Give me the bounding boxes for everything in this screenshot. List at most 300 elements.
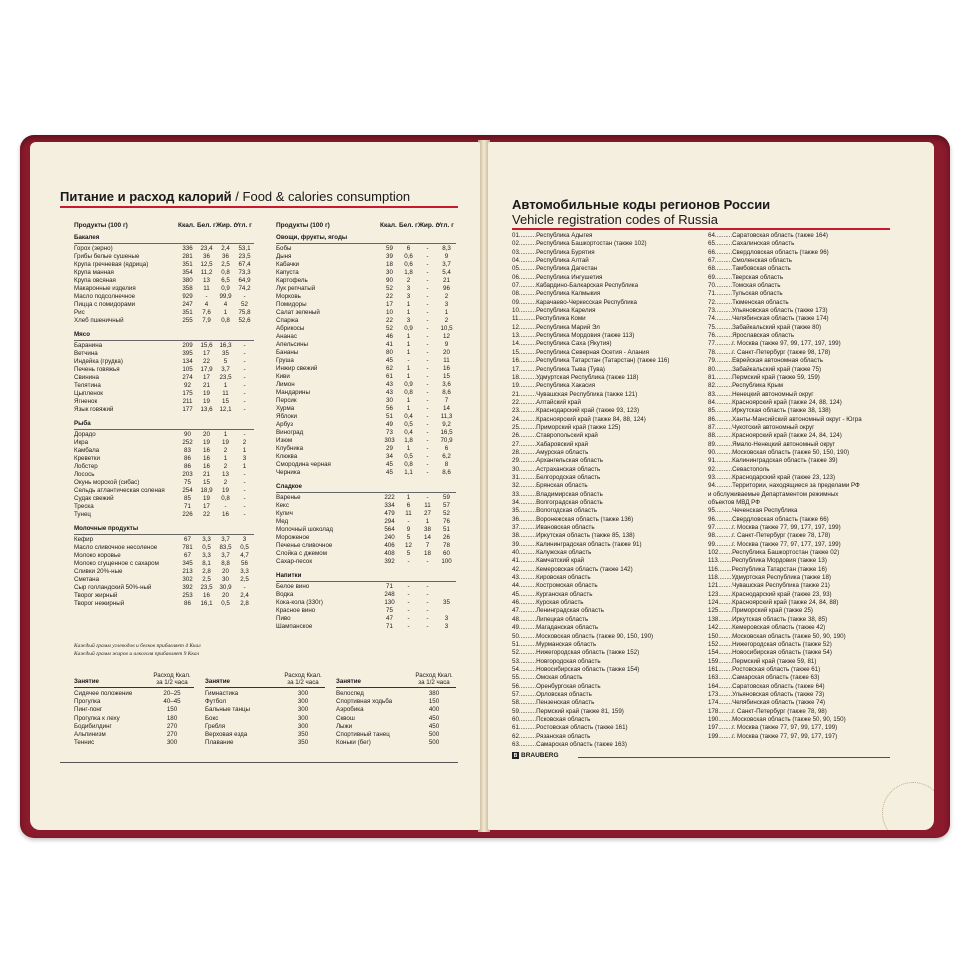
food-name: Ягненок [74, 398, 98, 405]
food-value: 67 [184, 536, 191, 543]
food-value [437, 607, 456, 615]
corner-pocket-stitch [882, 782, 934, 830]
food-value: 45 [386, 357, 393, 364]
food-name: Лосось [74, 471, 95, 478]
food-value: - [426, 389, 429, 396]
food-name: Свинина [74, 374, 99, 381]
region-code-row: 29..........Архангельская область [512, 457, 604, 465]
food-value: 3 [406, 293, 411, 300]
food-row [74, 560, 254, 568]
food-name: Арбуз [276, 421, 293, 428]
header-prot: Бел. г [399, 222, 418, 229]
region-code-row: 76..........Ярославская область [708, 332, 795, 340]
food-name: Апельсины [276, 341, 308, 348]
activity-value: 40–45 [163, 698, 181, 706]
region-code-row: 06..........Республика Ингушетия [512, 273, 603, 281]
food-name: Творог нежирный [74, 600, 125, 607]
region-code-row: 77..........г. Москва (также 97, 99, 177, 197, 199) [708, 340, 841, 348]
region-code-row: 21..........Чувашская Республика (также 121) [512, 390, 638, 398]
food-name: Масло сливочное несоленое [74, 544, 158, 551]
activity-value: 500 [428, 731, 440, 739]
food-value: 248 [384, 591, 395, 598]
food-value: 3,3 [202, 536, 211, 543]
region-code-row: 37..........Ивановская область [512, 524, 595, 532]
food-value: 1,8 [404, 269, 413, 276]
food-value: - [426, 461, 429, 468]
food-value: 76 [443, 518, 450, 525]
food-value: 4,7 [240, 552, 249, 559]
region-code-row: 81..........Пермский край (также 59, 159) [708, 373, 820, 381]
food-row [74, 342, 254, 350]
region-code-row: 118........Удмуртская Республика (также 18) [708, 574, 831, 582]
food-value: 2 [444, 293, 449, 300]
food-value: 7 [444, 397, 449, 404]
region-code-row: 154........Новосибирская область (также 54) [708, 649, 832, 657]
food-value: - [243, 390, 246, 397]
activity-header-value: Расход Ккал. за 1/2 часа [284, 672, 322, 686]
food-value: 351 [182, 309, 193, 316]
food-value: 90 [386, 277, 393, 284]
food-category: Напитки [276, 572, 456, 582]
food-value: 0,8 [404, 389, 413, 396]
food-name: Пицца с помидорами [74, 301, 136, 308]
food-value: 45 [386, 469, 393, 476]
food-value: 479 [384, 510, 395, 517]
activity-row [336, 731, 456, 739]
food-value: - [426, 253, 429, 260]
food-value: 96 [443, 285, 450, 292]
food-name: Икра [74, 439, 89, 446]
food-row [74, 584, 254, 592]
food-value: 15 [443, 373, 450, 380]
food-value: - [243, 406, 246, 413]
activity-value: 300 [297, 714, 309, 722]
region-codes-column-2 [708, 232, 898, 741]
food-value: 0,9 [221, 285, 230, 292]
food-value: 51 [386, 413, 393, 420]
food-category: Молочные продукты [74, 525, 254, 535]
region-code-row: 36..........Воронежская область (также 136) [512, 515, 634, 523]
food-name: Мороженое [276, 534, 310, 541]
food-name: Кока-кола (330г) [276, 599, 323, 606]
food-row [74, 463, 254, 471]
food-value: - [426, 381, 429, 388]
region-code-row: 97..........г. Москва (также 77, 99, 177, 197, 199) [708, 524, 841, 532]
activity-row [205, 731, 325, 739]
activity-row [205, 698, 325, 706]
food-name: Белое вино [276, 583, 310, 590]
food-name: Шампанское [276, 623, 313, 630]
food-value: 49 [386, 421, 393, 428]
food-value: 226 [182, 511, 193, 518]
food-value: 9 [406, 526, 411, 533]
header-kcal: Ккал. [178, 222, 195, 229]
vehicle-title-ru: Автомобильные коды регионов России [512, 197, 771, 212]
food-value: 1 [406, 301, 411, 308]
food-value: 392 [182, 584, 193, 591]
food-row [276, 301, 456, 309]
food-value: - [407, 615, 410, 622]
food-value: 1 [406, 405, 411, 412]
food-row [276, 365, 456, 373]
header-fat: Жир. г [418, 222, 439, 229]
food-value: 6,2 [442, 453, 451, 460]
food-value: 45 [386, 461, 393, 468]
header-product: Продукты (100 г) [276, 222, 330, 229]
food-row [276, 526, 456, 534]
food-row [276, 413, 456, 421]
food-name: Бобы [276, 245, 292, 252]
region-code-row: 05..........Республика Дагестан [512, 265, 598, 273]
activity-name: Велоспед [336, 690, 364, 697]
region-code-row: 55..........Омская область [512, 674, 583, 682]
region-code-row: 50..........Московская область (также 90, 150, 190) [512, 632, 654, 640]
activity-name: Альпинизм [74, 731, 106, 739]
region-code-row: 98..........г. Санкт-Петербург (также 78, 178) [708, 532, 831, 540]
food-value: 5 [406, 550, 411, 557]
food-row [276, 502, 456, 510]
food-value: 1 [406, 373, 411, 380]
food-value: - [426, 341, 429, 348]
region-code-row: 173........Ульяновская область (также 73) [708, 690, 825, 698]
food-name: Треска [74, 503, 94, 510]
food-column-1 [74, 228, 254, 608]
food-row [276, 599, 456, 607]
food-value: 252 [182, 439, 193, 446]
region-code-row: 123........Краснодарский край (также 23, 93) [708, 590, 832, 598]
region-code-row: 25..........Приморский край (также 125) [512, 423, 621, 431]
food-row [276, 494, 456, 502]
region-code-row: 79..........Еврейская автономная область [708, 357, 824, 365]
food-value: - [426, 429, 429, 436]
food-value: - [407, 518, 410, 525]
food-value: 13 [203, 277, 210, 284]
food-value: 7 [425, 542, 430, 549]
food-row [276, 261, 456, 269]
food-name: Картофель [276, 277, 308, 284]
food-value: 564 [384, 526, 395, 533]
food-value: 16 [203, 463, 210, 470]
food-value: 3,7 [442, 261, 451, 268]
food-value: 85 [184, 495, 191, 502]
food-value: - [426, 437, 429, 444]
vehicle-title-en: Vehicle registration codes of Russia [512, 212, 718, 227]
activity-name: Теннис [74, 739, 95, 747]
title-rule [512, 228, 890, 230]
activity-header-name: Занятие [205, 677, 230, 685]
food-name: Сливки 20%-ные [74, 568, 123, 575]
activity-name: Пинг-понг [74, 706, 103, 714]
food-category: Рыба [74, 420, 254, 430]
food-value: - [426, 469, 429, 476]
food-value: 19 [203, 495, 210, 502]
food-value: 71 [184, 503, 191, 510]
food-name: Печень говяжья [74, 366, 120, 373]
food-value: 52 [386, 285, 393, 292]
region-code-row: 102........Республика Башкортостан (также 02) [708, 549, 840, 557]
food-value: 30,9 [219, 584, 232, 591]
region-code-row: 152........Нижегородская область (также 52) [708, 640, 832, 648]
food-value: - [243, 479, 246, 486]
region-code-row: 12..........Республика Марий Эл [512, 323, 600, 331]
food-value: - [243, 511, 246, 518]
food-value: 75 [386, 607, 393, 614]
food-value: - [205, 293, 208, 300]
region-code-row: 07..........Кабардино-Балкарская Республика [512, 282, 639, 290]
food-name: Хлеб пшеничный [74, 317, 124, 324]
food-name: Черника [276, 469, 301, 476]
food-value: 3 [242, 455, 247, 462]
food-row [276, 445, 456, 453]
food-value: 11 [424, 502, 431, 509]
food-row [276, 277, 456, 285]
food-value: 8 [444, 461, 449, 468]
region-code-row: 18..........Удмуртская Республика (также 118) [512, 373, 639, 381]
food-value: 929 [182, 293, 193, 300]
region-code-row: 51..........Мурманская область [512, 640, 597, 648]
region-code-row: 54..........Новосибирская область (также 154) [512, 665, 640, 673]
food-value: 86 [184, 600, 191, 607]
food-title-en: / Food & calories consumption [231, 189, 411, 204]
food-value: 8,1 [202, 560, 211, 567]
activity-row [74, 706, 194, 714]
food-value: 247 [182, 301, 193, 308]
region-code-row: 53..........Новгородская область [512, 657, 601, 665]
food-value: 20 [222, 568, 229, 575]
food-name: Кефир [74, 536, 94, 543]
activity-value: 20–25 [163, 690, 181, 697]
region-code-row: 33..........Владимирская область [512, 490, 603, 498]
food-name: Сметана [74, 576, 100, 583]
activity-name: Спортивная ходьба [336, 698, 393, 706]
food-value: 105 [182, 366, 193, 373]
food-value: 8,6 [442, 469, 451, 476]
food-value: 41 [386, 341, 393, 348]
food-value: - [407, 623, 410, 630]
food-value: 92 [184, 382, 191, 389]
food-name: Красное вино [276, 607, 316, 614]
region-code-row: 22..........Алтайский край [512, 398, 581, 406]
region-code-row: 39..........Калининградская область (также 91) [512, 540, 642, 548]
region-code-row: 125........Приморский край (также 25) [708, 607, 813, 615]
food-value: 19 [203, 398, 210, 405]
food-row [276, 317, 456, 325]
food-name: Крупа манная [74, 269, 114, 276]
activity-value: 400 [428, 706, 440, 714]
activity-value: 300 [297, 722, 309, 730]
food-value: 18 [386, 261, 393, 268]
food-row [74, 245, 254, 253]
region-code-row: 87..........Чукотский автономный округ [708, 423, 815, 431]
food-value: - [426, 413, 429, 420]
food-value: 90 [184, 431, 191, 438]
food-value: 1 [406, 349, 411, 356]
food-row [74, 439, 254, 447]
food-value: 0,5 [404, 421, 413, 428]
food-value: 351 [182, 261, 193, 268]
food-row [276, 325, 456, 333]
food-name: Кекс [276, 502, 289, 509]
activity-name: Прогулка [74, 698, 101, 706]
region-code-row: 04..........Республика Алтай [512, 257, 589, 265]
food-value: 22 [203, 358, 210, 365]
food-value: 11 [203, 285, 210, 292]
food-value: 17,9 [200, 366, 213, 373]
region-code-row: 11..........Республика Коми [512, 315, 586, 323]
food-value: - [426, 333, 429, 340]
food-value: 80 [386, 349, 393, 356]
food-value: 1 [406, 494, 411, 501]
food-value: 8,3 [442, 245, 451, 252]
food-value: 60 [443, 550, 450, 557]
food-value: 2,4 [240, 592, 249, 599]
food-value: 21 [443, 277, 450, 284]
food-name: Рис [74, 309, 85, 316]
food-name: Виноград [276, 429, 304, 436]
food-value: 1 [406, 397, 411, 404]
food-value: 13,6 [200, 406, 213, 413]
food-value: - [426, 607, 429, 614]
region-code-row: 197........г. Москва (также 77, 97, 99, 177, 199) [708, 724, 838, 732]
region-code-row: 34..........Волгоградская область [512, 499, 603, 506]
food-value: 1,8 [404, 437, 413, 444]
food-row [74, 293, 254, 301]
region-code-row: 75..........Забайкальский край (также 80) [708, 323, 822, 331]
food-name: Лук репчатый [276, 285, 316, 292]
food-name: Помидоры [276, 301, 307, 308]
food-value: 175 [182, 390, 193, 397]
food-name: Молочный шоколад [276, 526, 333, 533]
food-name: Сахар-песок [276, 558, 313, 565]
region-code-row: 96..........Свердловская область (также 66) [708, 515, 829, 523]
activity-name: Верховая езда [205, 731, 248, 739]
region-code-row: 35..........Вологодская область [512, 507, 598, 515]
food-row [276, 453, 456, 461]
food-value: 4 [223, 301, 228, 308]
food-value: 19 [222, 487, 229, 494]
food-name: Молоко сгущенное с сахаром [74, 560, 159, 567]
food-value: 100 [441, 558, 452, 565]
food-value: - [426, 558, 429, 565]
food-value: 255 [182, 317, 193, 324]
food-value: 1 [444, 309, 449, 316]
food-value: 56 [386, 405, 393, 412]
food-value: - [243, 431, 246, 438]
food-value: - [407, 558, 410, 565]
region-code-row: 99..........г. Москва (также 77, 97, 177, 197, 199) [708, 540, 841, 548]
header-kcal: Ккал. [380, 222, 397, 229]
activity-row [205, 715, 325, 723]
food-value: 0,5 [202, 544, 211, 551]
food-value: 9 [444, 253, 449, 260]
food-name: Клубника [276, 445, 304, 452]
region-code-row: 32..........Брянская область [512, 482, 588, 490]
activity-value: 350 [297, 731, 309, 739]
activity-table-3 [336, 672, 456, 747]
food-value: 15,6 [200, 342, 213, 349]
region-code-row: 09..........Карачаево-Черкесская Республика [512, 298, 637, 306]
food-value: 75,8 [238, 309, 251, 316]
food-value: 3,3 [240, 568, 249, 575]
food-value: 57 [443, 502, 450, 509]
region-code-row: 10..........Республика Карелия [512, 307, 596, 315]
food-value: 2 [223, 479, 228, 486]
food-value: 2,5 [221, 261, 230, 268]
food-value: - [426, 623, 429, 630]
activity-name: Коньки (бег) [336, 739, 371, 747]
region-code-row: 121........Чувашская Республика (также 21) [708, 582, 830, 590]
food-value: - [426, 325, 429, 332]
food-name: Творог жирный [74, 592, 118, 599]
food-row [74, 471, 254, 479]
left-page [30, 142, 480, 830]
region-code-row: 31..........Белгородская область [512, 473, 601, 481]
region-code-row: 43..........Кировская область [512, 574, 591, 582]
food-value: 4 [204, 301, 209, 308]
food-row [276, 461, 456, 469]
region-code-row: 16..........Республика Татарстан (Татарстан) (также 116) [512, 357, 670, 365]
activity-name: Гребля [205, 722, 226, 730]
food-value: 240 [384, 534, 395, 541]
food-value: 29 [386, 445, 393, 452]
food-name: Персик [276, 397, 297, 404]
food-row [276, 421, 456, 429]
region-code-row: 42..........Кемеровская область (также 142) [512, 565, 633, 573]
food-name: Кулич [276, 510, 293, 517]
food-value: 406 [384, 542, 395, 549]
food-row [276, 349, 456, 357]
food-value: - [407, 591, 410, 598]
region-code-row: 52..........Нижегородская область (также 152) [512, 649, 640, 657]
food-value: 0,4 [404, 429, 413, 436]
food-value: 52 [241, 301, 248, 308]
activity-name: Лыжи [336, 722, 353, 730]
food-value: 17 [203, 350, 210, 357]
activity-value: 450 [428, 722, 440, 730]
food-row [74, 390, 254, 398]
food-row [276, 534, 456, 542]
activity-value: 150 [166, 706, 178, 714]
region-code-row: 65..........Сахалинская область [708, 240, 795, 248]
calorie-note [74, 642, 201, 658]
food-row [74, 511, 254, 519]
food-value: - [426, 357, 429, 364]
food-value: - [426, 293, 429, 300]
food-row [276, 623, 456, 631]
activity-value: 300 [297, 706, 309, 714]
food-value: 281 [182, 253, 193, 260]
food-category: Бакалея [74, 234, 254, 244]
region-code-row: 01..........Республика Адыгея [512, 232, 593, 239]
region-code-row: 38..........Иркутская область (также 85, 138) [512, 532, 635, 540]
food-row [276, 591, 456, 599]
activity-value: 300 [297, 690, 309, 697]
food-row [74, 366, 254, 374]
region-code-row: 86..........Ханты-Мансийский автономный округ - Югра [708, 415, 862, 423]
food-value: 408 [384, 550, 395, 557]
food-value: 6,5 [221, 277, 230, 284]
food-name: Абрикосы [276, 325, 305, 332]
food-row [74, 317, 254, 325]
food-value: 3 [406, 285, 411, 292]
food-value: 7,9 [202, 317, 211, 324]
food-row [74, 309, 254, 317]
region-code-row: 66..........Свердловская область (также 96) [708, 248, 829, 256]
food-value: 3 [406, 317, 411, 324]
food-value: 12,1 [219, 406, 232, 413]
region-code-row: 74..........Челябинская область (также 174) [708, 315, 829, 323]
food-value: 1 [406, 341, 411, 348]
